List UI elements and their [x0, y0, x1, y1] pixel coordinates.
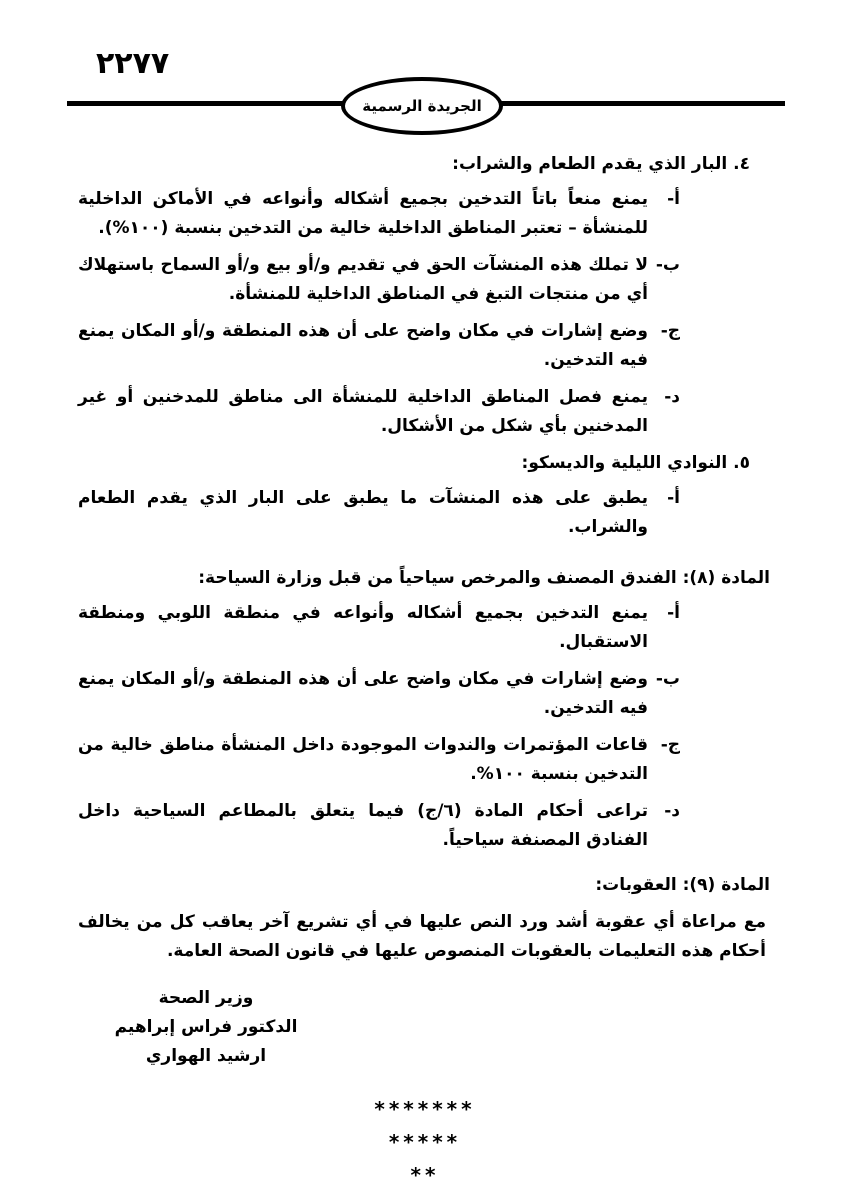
item-text: يمنع منعاً باتاً التدخين بجميع أشكاله وأنواعه في الأماكن الداخلية للمنشأة – تعتبر المناطق الداخلية خالية من التدخين بنسبة (١٠٠%).: [78, 189, 648, 238]
item-text: لا تملك هذه المنشآت الحق في تقديم و/أو بيع و/أو السماح باستهلاك أي من منتجات التبغ في المناطق الداخلية للمنشأة.: [78, 255, 648, 304]
gazette-title: الجريدة الرسمية: [362, 97, 482, 115]
item-marker: د-: [664, 801, 680, 821]
list-item: [78, 251, 772, 309]
penalties-paragraph: مع مراعاة أي عقوبة أشد ورد النص عليها في أي تشريع آخر يعاقب كل من يخالف أحكام هذه التعليمات بالعقوبات المنصوص عليها في قانون الصحة العامة.: [78, 912, 766, 961]
list-item: [78, 731, 772, 789]
item-marker: د-: [664, 387, 680, 407]
separator-row-1: *******: [374, 1097, 476, 1121]
page-number: ٢٢٧٧: [96, 46, 170, 81]
signature-name: الدكتور فراس إبراهيم ارشيد الهواري: [114, 1017, 298, 1066]
item-marker: ج-: [660, 735, 680, 755]
section-heading-4: ٤. البار الذي يقدم الطعام والشراب:: [452, 154, 750, 174]
article-heading-8: المادة (٨): الفندق المصنف والمرخص سياحياً من قبل وزارة السياحة:: [198, 568, 770, 588]
item-text: تراعى أحكام المادة (٦/ج) فيما يتعلق بالمطاعم السياحية داخل الفنادق المصنفة سياحياً.: [78, 801, 648, 850]
item-text: يمنع فصل المناطق الداخلية للمنشأة الى مناطق للمدخنين أو غير المدخنين بأي شكل من الأشكال.: [78, 387, 648, 436]
item-marker: ب-: [655, 255, 680, 275]
item-text: وضع إشارات في مكان واضح على أن هذه المنطقة و/أو المكان يمنع فيه التدخين.: [78, 321, 648, 370]
separator-row-3: **: [410, 1163, 440, 1187]
signature-title: وزير الصحة: [158, 988, 254, 1008]
item-text: يمنع التدخين بجميع أشكاله وأنواعه في منطقة اللوبي ومنطقة الاستقبال.: [78, 603, 648, 652]
item-text: قاعات المؤتمرات والندوات الموجودة داخل المنشأة مناطق خالية من التدخين بنسبة ١٠٠%.: [78, 735, 648, 784]
document-content: [78, 150, 772, 1192]
list-item: [78, 317, 772, 375]
list-item: [78, 383, 772, 441]
separator-block: [78, 1093, 772, 1192]
item-marker: أ-: [667, 189, 680, 209]
separator-row-2: *****: [388, 1130, 462, 1154]
item-marker: ب-: [655, 669, 680, 689]
list-item: [78, 185, 772, 243]
section-heading-5: ٥. النوادي الليلية والديسكو:: [521, 453, 750, 473]
gazette-badge: [341, 77, 503, 135]
item-marker: ج-: [660, 321, 680, 341]
item-marker: أ-: [667, 603, 680, 623]
signature-block: [92, 984, 320, 1071]
item-text: وضع إشارات في مكان واضح على أن هذه المنطقة و/أو المكان يمنع فيه التدخين.: [78, 669, 648, 718]
list-item: [78, 797, 772, 855]
list-item: [78, 484, 772, 542]
item-marker: أ-: [667, 488, 680, 508]
list-item: [78, 599, 772, 657]
article-heading-9: المادة (٩): العقوبات:: [595, 875, 770, 895]
item-text: يطبق على هذه المنشآت ما يطبق على البار الذي يقدم الطعام والشراب.: [78, 488, 648, 537]
list-item: [78, 665, 772, 723]
